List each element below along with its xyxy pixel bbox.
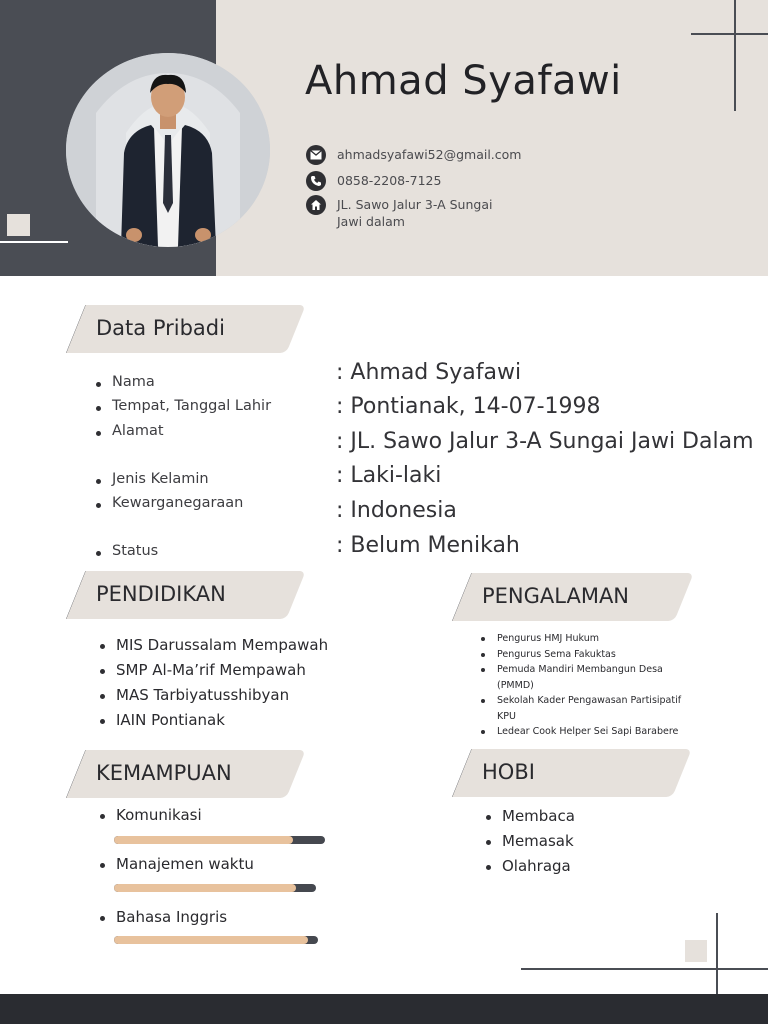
education-list: [100, 636, 328, 736]
page-title: Ahmad Syafawi: [305, 58, 622, 104]
skill-item: [100, 806, 202, 824]
section-title: PENDIDIKAN: [96, 582, 226, 606]
skill-bar-fill: [114, 936, 308, 944]
value-ttl: : Pontianak, 14-07-1998: [336, 394, 601, 419]
skill-bar: [114, 936, 318, 944]
decorative-line: [691, 33, 768, 35]
skill-bar: [114, 836, 325, 844]
list-item: Sekolah Kader Pengawasan Partisipatif KPU: [481, 693, 687, 724]
section-title: PENGALAMAN: [482, 584, 630, 608]
list-item: Pemuda Mandiri Membangun Desa (PMMD): [481, 662, 687, 693]
experience-list: [481, 631, 687, 740]
decorative-square: [685, 940, 707, 962]
list-item: IAIN Pontianak: [100, 711, 328, 736]
list-item: Memasak: [486, 832, 575, 857]
phone-icon: [306, 171, 326, 191]
label-status: Status: [96, 543, 158, 559]
value-jenis-kelamin: : Laki-laki: [336, 463, 442, 488]
decorative-line: [734, 0, 736, 111]
footer-bar: [0, 994, 768, 1024]
email-icon: [306, 145, 326, 165]
list-item: Pengurus HMJ Hukum: [481, 631, 687, 647]
email-text: ahmadsyafawi52@gmail.com: [337, 147, 522, 162]
skill-label: Manajemen waktu: [100, 855, 254, 873]
hobby-list: [486, 807, 575, 882]
section-title: Data Pribadi: [96, 316, 225, 340]
list-item: Pengurus Sema Fakuktas: [481, 647, 687, 663]
value-alamat: : JL. Sawo Jalur 3-A Sungai Jawi Dalam: [336, 429, 754, 454]
list-item: Membaca: [486, 807, 575, 832]
label-alamat: Alamat: [96, 423, 164, 439]
skill-bar: [114, 884, 316, 892]
section-title: KEMAMPUAN: [96, 761, 232, 785]
profile-photo: [66, 53, 270, 247]
address-text: JL. Sawo Jalur 3-A Sungai Jawi dalam: [337, 197, 493, 229]
label-kewarganegaraan: Kewarganegaraan: [96, 495, 243, 511]
skill-bar-fill: [114, 884, 296, 892]
value-status: : Belum Menikah: [336, 533, 520, 558]
label-nama: Nama: [96, 374, 155, 390]
section-title: HOBI: [482, 760, 535, 784]
decorative-line: [0, 241, 68, 243]
home-icon: [306, 195, 326, 215]
section-header-pendidikan: [56, 571, 296, 619]
phone-text: 0858-2208-7125: [337, 173, 442, 188]
skill-item: [100, 855, 254, 873]
section-header-pengalaman: [442, 573, 684, 621]
list-item: Olahraga: [486, 857, 575, 882]
label-ttl: Tempat, Tanggal Lahir: [96, 398, 271, 414]
label-jenis-kelamin: Jenis Kelamin: [96, 471, 209, 487]
list-item: MIS Darussalam Mempawah: [100, 636, 328, 661]
skill-label: Bahasa Inggris: [100, 908, 227, 926]
skill-bar-fill: [114, 836, 293, 844]
value-kewarganegaraan: : Indonesia: [336, 498, 457, 523]
section-header-kemampuan: [56, 750, 296, 798]
decorative-line: [521, 968, 768, 970]
list-item: Ledear Cook Helper Sei Sapi Barabere: [481, 724, 687, 740]
skill-label: Komunikasi: [100, 806, 202, 824]
list-item: MAS Tarbiyatusshibyan: [100, 686, 328, 711]
section-header-data-pribadi: [56, 305, 296, 353]
section-header-hobi: [442, 749, 682, 797]
skill-item: [100, 908, 227, 926]
decorative-square: [7, 214, 30, 236]
value-nama: : Ahmad Syafawi: [336, 360, 522, 385]
header-light-panel: [216, 0, 768, 276]
list-item: SMP Al-Ma’rif Mempawah: [100, 661, 328, 686]
